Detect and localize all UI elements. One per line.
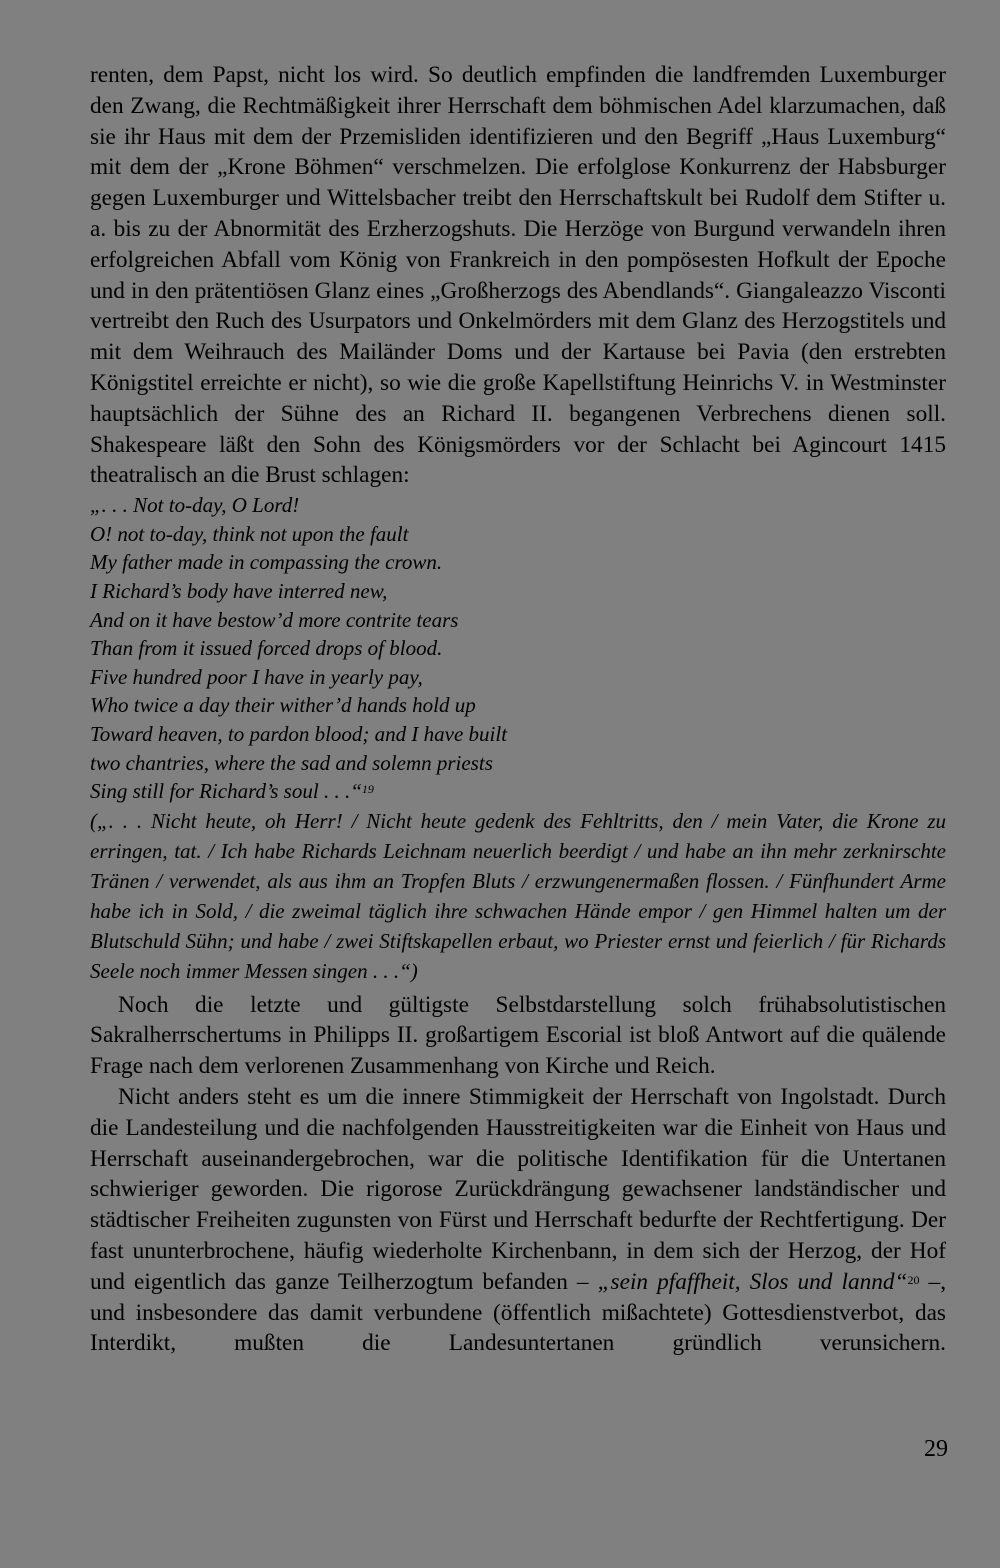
text-column: [90, 60, 946, 1359]
quote-line: My father made in compassing the crown.: [90, 550, 443, 575]
quote-line: „. . . Not to-day, O Lord!: [90, 493, 300, 518]
quote-line: O! not to-day, think not upon the fault: [90, 521, 409, 546]
paragraph-2: Noch die letzte und gültigste Selbstdarstellung solch frühabsolutistischen Sakralherrschertums in Philipps II. großartigem Escorial ist bloß Antwort auf die quälende Frage nach dem verlorenen Zusammenhang von Kirche und Reich.: [90, 991, 946, 1080]
paragraph-3-text-b: –, und insbesondere das damit verbundene (öffentlich mißachtete) Gottesdienstverbot, das Interdikt, mußten die Landesuntertanen gründlich verunsichern.: [90, 1268, 947, 1357]
quote-line: two chantries, where the sad and solemn priests: [90, 750, 493, 775]
quote-line: Toward heaven, to pardon blood; and I have built: [90, 721, 508, 746]
footnote-20: 20: [907, 1272, 920, 1287]
paragraph-3-quote: „sein pfaffheit, Slos und lannd“: [597, 1268, 908, 1295]
footnote-19: 19: [361, 782, 374, 797]
quote-line: I Richard’s body have interred new,: [90, 578, 388, 603]
quote-line: Who twice a day their wither’d hands hold up: [90, 693, 476, 718]
paragraph-1: renten, dem Papst, nicht los wird. So deutlich empfinden die landfremden Luxemburger den Zwang, die Rechtmäßigkeit ihrer Herrschaft dem böhmischen Adel klarzumachen, daß sie ihr Haus mit dem der Przemisliden identifizieren und den Begriff „Haus Luxemburg“ mit dem der „Krone Böhmen“ verschmelzen. Die erfolglose Konkurrenz der Habsburger gegen Luxemburger und Wittelsbacher treibt den Herrschaftskult bei Rudolf dem Stifter u. a. bis zu der Abnormität des Erzherzogshuts. Die Herzöge von Burgund verwandeln ihren erfolgreichen Abfall vom König von Frankreich in den pompösesten Hofkult der Epoche und in den prätentiösen Glanz eines „Großherzogs des Abendlands“. Giangaleazzo Visconti vertreibt den Ruch des Usurpators und Onkelmörders mit dem Glanz des Herzogstitels und mit dem Weihrauch des Mailänder Doms und der Kartause bei Pavia (den erstrebten Königstitel erreichte er nicht), so wie die große Kapellstiftung Heinrichs V. in Westminster hauptsächlich der Sühne des an Richard II. begangenen Verbrechens dienen soll. Shakespeare läßt den Sohn des Königsmörders vor der Schlacht bei Agincourt 1415 theatralisch an die Brust schlagen:: [90, 62, 946, 489]
paragraph-3: [90, 1082, 946, 1359]
quote-line-text: Sing still for Richard’s soul . . .“: [90, 779, 362, 804]
page-number: 29: [924, 1436, 948, 1462]
quote-line: Five hundred poor I have in yearly pay,: [90, 664, 423, 689]
shakespeare-quote: [90, 491, 946, 806]
quote-line: Than from it issued forced drops of blood.: [90, 636, 443, 661]
quote-translation: („. . . Nicht heute, oh Herr! / Nicht heute gedenk des Fehltritts, den / mein Vater, die Krone zu erringen, tat. / Ich habe Richards Leichnam neuerlich beerdigt / und habe an ihn mehr zerknirschte Tränen / verwendet, als aus ihm an Tropfen Bluts / erzwungenermaßen flossen. / Fünfhundert Arme habe ich in Sold, / die zweimal täglich ihre schwachen Hände empor / gen Himmel halten um der Blutschuld Sühn; und habe / zwei Stiftskapellen erbaut, wo Priester ernst und feierlich / für Richards Seele noch immer Messen singen . . .“): [90, 808, 946, 983]
quote-line: And on it have bestow’d more contrite tears: [90, 607, 459, 632]
quote-line-last: [90, 777, 946, 806]
paragraph-3-text-a: Nicht anders steht es um die innere Stimmigkeit der Herrschaft von Ingolstadt. Durch die Landesteilung und die nachfolgenden Hausstreitigkeiten war die Einheit von Haus und Herrschaft auseinandergebrochen, war die politische Identifikation für die Untertanen schwieriger geworden. Die rigorose Zurückdrängung gewachsener landständischer und städtischer Freiheiten zugunsten von Fürst und Herrschaft bedurfte der Rechtfertigung. Der fast ununterbrochene, häufig wiederholte Kirchenbann, in dem sich der Herzog, der Hof und eigentlich das ganze Teilherzogtum befanden –: [90, 1084, 946, 1295]
